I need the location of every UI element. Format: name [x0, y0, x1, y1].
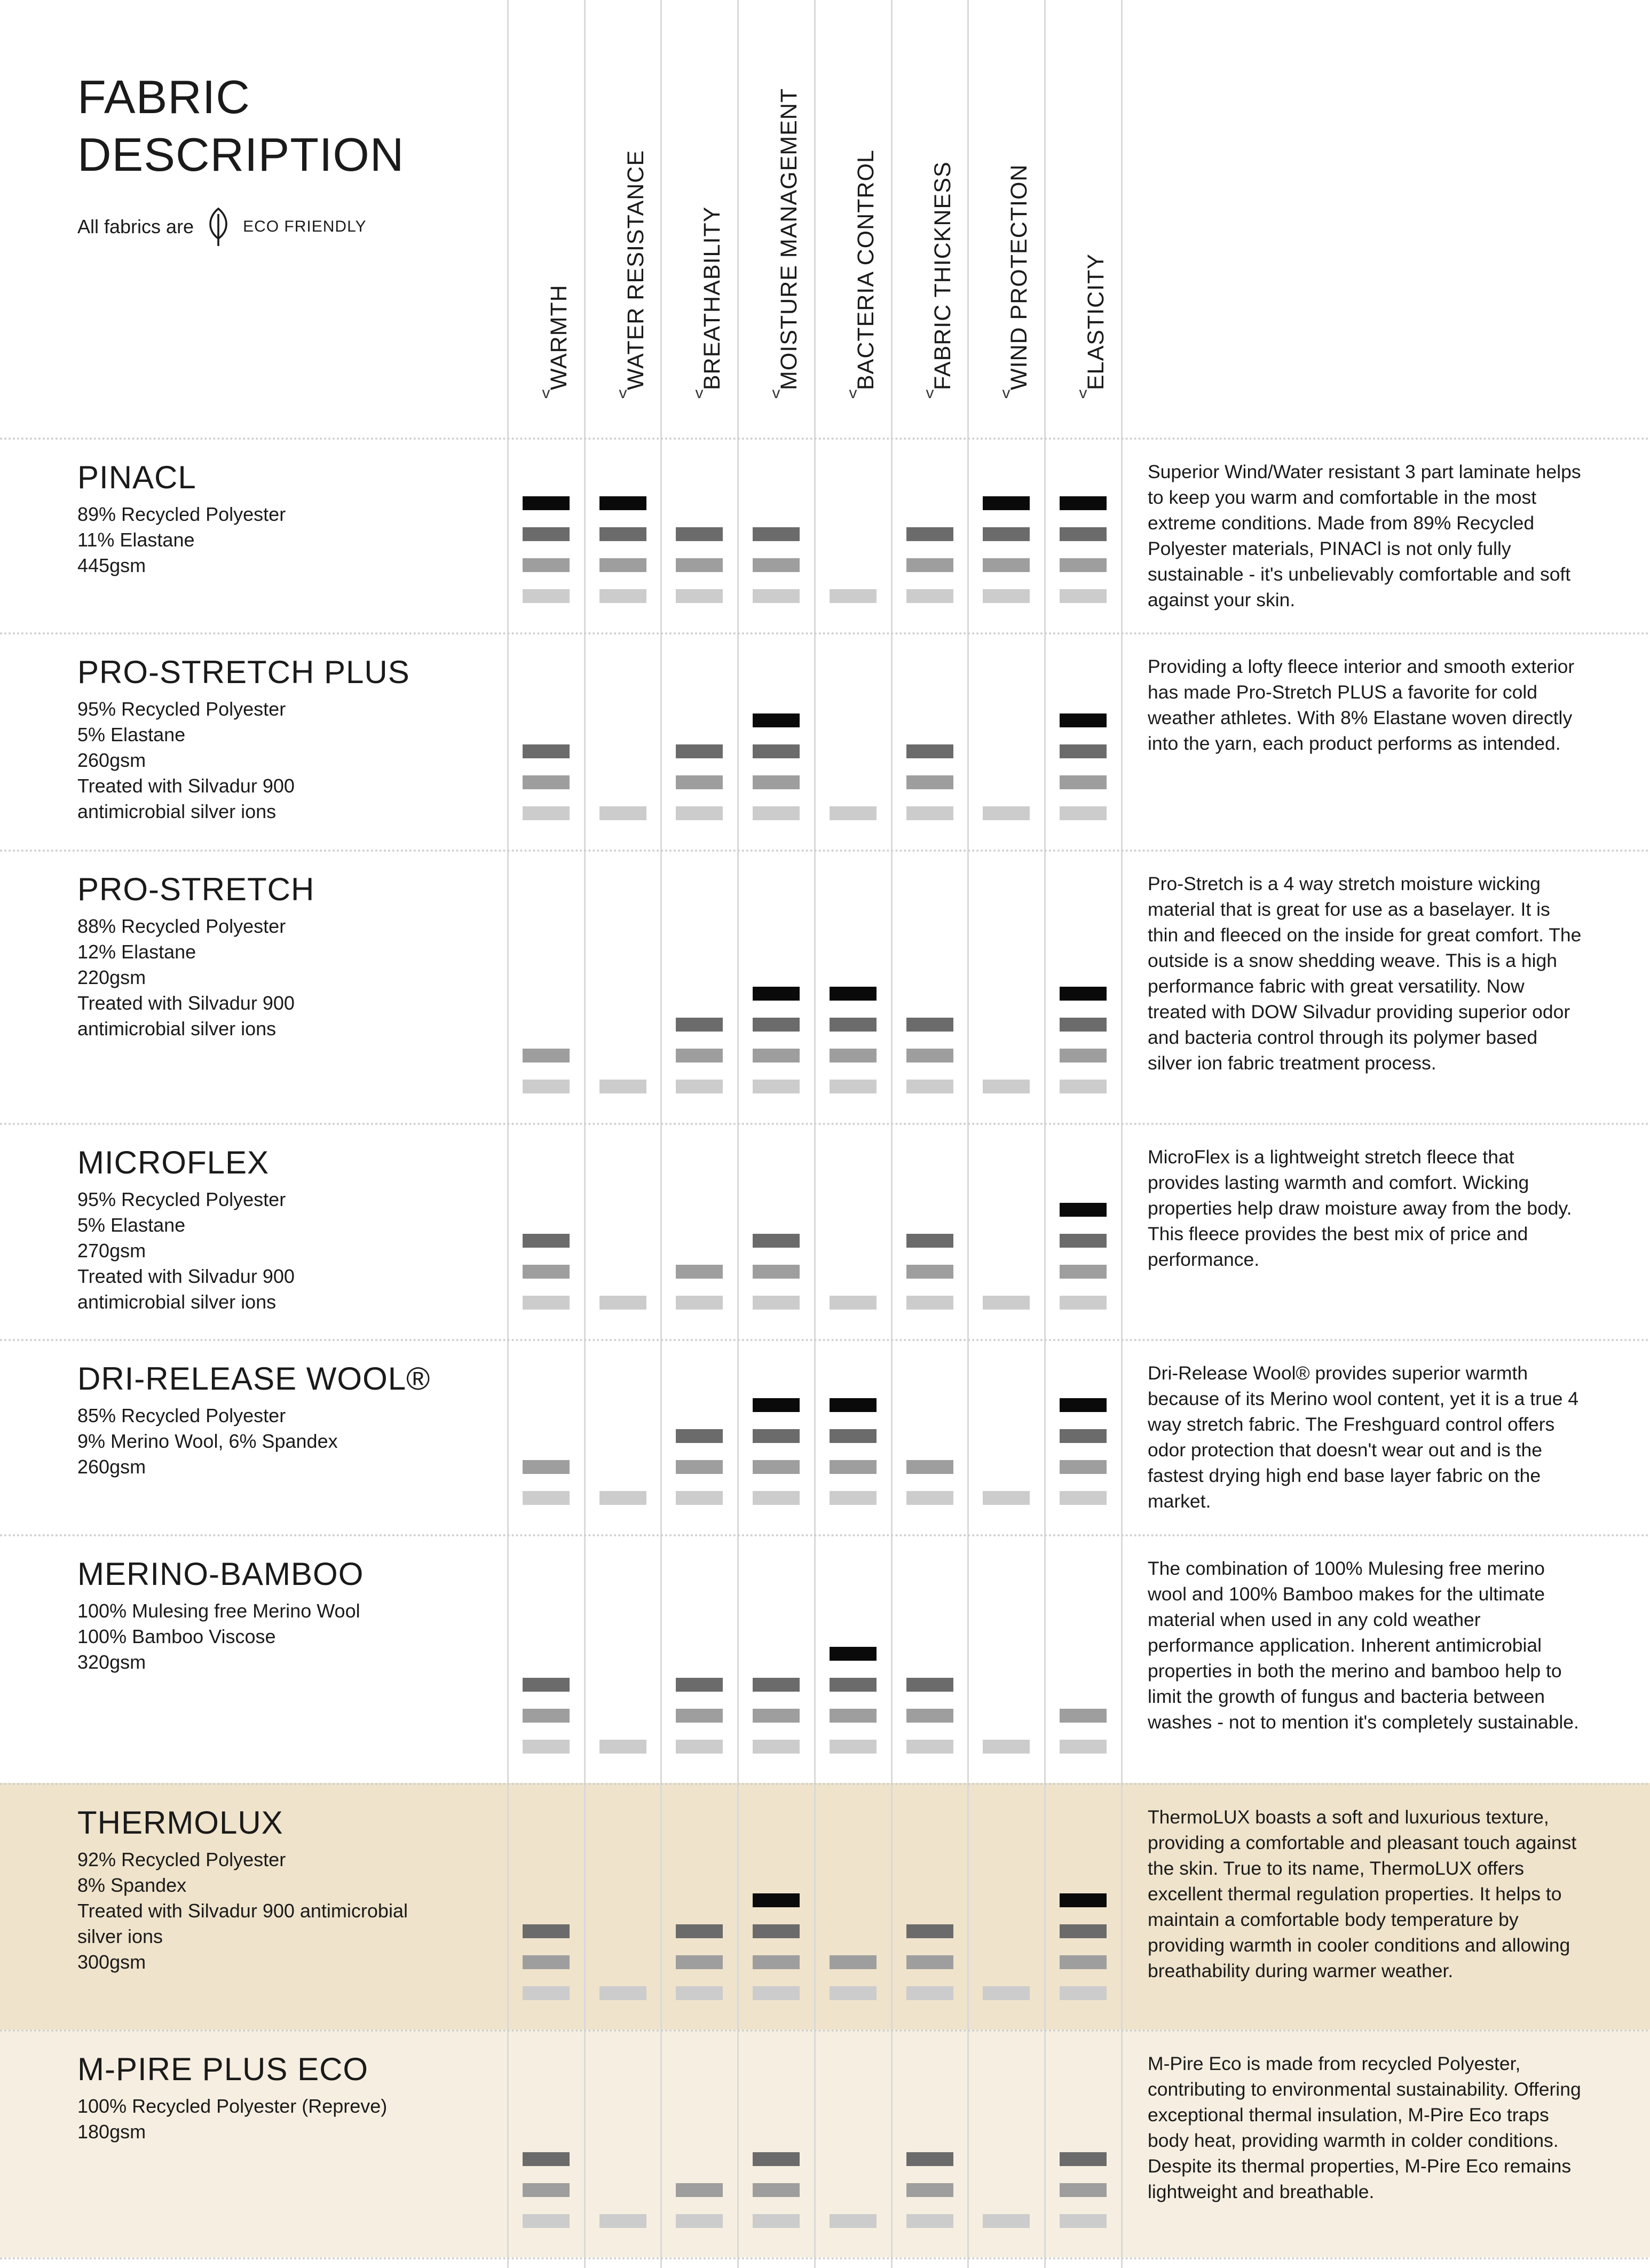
rating-bar — [753, 2214, 800, 2228]
rating-bar — [1060, 775, 1107, 789]
rating-bar — [753, 1234, 800, 1248]
rating-bar — [523, 1296, 570, 1310]
rating-bar — [1060, 1234, 1107, 1248]
rating-bar — [599, 1080, 646, 1093]
column-header[interactable] — [738, 32, 814, 416]
rating-bar — [753, 1049, 800, 1062]
rating-bar — [523, 1234, 570, 1248]
rating-bar — [599, 1740, 646, 1754]
rating-bar — [1060, 806, 1107, 820]
rating-bar — [676, 1740, 723, 1754]
rating-bar — [523, 1709, 570, 1723]
rating-bar — [523, 527, 570, 541]
fabric-description: Providing a lofty fleece interior and smooth exterior has made Pro-Stretch PLUS a favorite for cold weather athletes. With 8% Elastane woven directly into the yarn, each product performs as intended. — [1148, 656, 1575, 754]
rating-bar — [523, 1460, 570, 1474]
chevron-down-icon[interactable]: v — [772, 384, 780, 402]
rating-bar — [753, 1709, 800, 1723]
eco-friendly-note — [77, 203, 367, 251]
rating-bar — [676, 1678, 723, 1692]
rating-bar — [753, 2152, 800, 2166]
column-header[interactable] — [585, 32, 661, 416]
fabric-name: M-PIRE PLUS ECO — [77, 2051, 369, 2087]
rating-bar — [830, 1429, 877, 1443]
rating-bar — [753, 1296, 800, 1310]
rating-bar — [983, 1296, 1030, 1310]
rating-bar — [830, 806, 877, 820]
fabric-name: PRO-STRETCH — [77, 871, 315, 907]
row-divider — [0, 438, 1650, 440]
fabric-name: MICROFLEX — [77, 1145, 270, 1180]
rating-bar — [906, 2214, 953, 2228]
fabric-composition-line: 100% Recycled Polyester (Repreve) — [77, 2095, 388, 2117]
rating-bar — [906, 1080, 953, 1093]
rating-bar — [523, 2183, 570, 2197]
column-header-label: WATER RESISTANCE — [623, 149, 649, 390]
rating-bar — [676, 2183, 723, 2197]
fabric-composition-line: 88% Recycled Polyester — [77, 915, 286, 937]
rating-bar — [983, 1986, 1030, 2000]
fabric-description: M-Pire Eco is made from recycled Polyester, contributing to environmental sustainability. Offering exceptional thermal insulation, M-Pire Eco traps body heat, providing warmth in colder conditions. Despite its thermal properties, M-Pire Eco remains lightweight and breathable. — [1148, 2053, 1581, 2202]
eco-prefix: All fabrics are — [77, 216, 194, 237]
rating-bar — [1060, 1924, 1107, 1938]
fabric-composition — [77, 914, 488, 1042]
rating-bar — [676, 558, 723, 572]
chevron-down-icon[interactable]: v — [1079, 384, 1087, 402]
row-divider — [0, 1123, 1650, 1125]
rating-bar — [1060, 1986, 1107, 2000]
fabric-composition-line: Treated with Silvadur 900 antimicrobial — [77, 1900, 408, 1922]
rating-bar — [906, 1018, 953, 1032]
rating-bar — [906, 1986, 953, 2000]
rating-bar — [523, 2152, 570, 2166]
rating-bar — [906, 806, 953, 820]
fabric-name: THERMOLUX — [77, 1805, 283, 1841]
rating-bar — [676, 1080, 723, 1093]
column-header-label: WARMTH — [546, 284, 572, 390]
rating-bar — [830, 589, 877, 603]
chevron-down-icon[interactable]: v — [1002, 384, 1010, 402]
fabric-description: ThermoLUX boasts a soft and luxurious texture, providing a comfortable and pleasant touch against the skin. True to its name, ThermoLUX offers excellent thermal regulation properties. It helps to maintain a comfortable body temperature by providing warmth in cooler conditions and allowing breathability during warmer weather. — [1148, 1806, 1577, 1981]
fabric-composition — [77, 2093, 488, 2145]
rating-bar — [753, 1265, 800, 1279]
fabric-composition-line: 100% Bamboo Viscose — [77, 1625, 276, 1647]
rating-bar — [906, 1234, 953, 1248]
fabric-composition-line: antimicrobial silver ions — [77, 1018, 277, 1040]
rating-bar — [753, 1398, 800, 1412]
column-header-label: BREATHABILITY — [699, 206, 725, 390]
rating-bar — [830, 1647, 877, 1661]
fabric-name: PINACL — [77, 459, 196, 495]
row-divider — [0, 1783, 1650, 1785]
rating-bar — [1060, 2214, 1107, 2228]
fabric-composition-line: 5% Elastane — [77, 724, 186, 746]
fabric-composition-line: 260gsm — [77, 1456, 146, 1478]
rating-bar — [906, 1709, 953, 1723]
rating-bar — [1060, 2183, 1107, 2197]
rating-bar — [753, 1955, 800, 1969]
fabric-composition-line: Treated with Silvadur 900 — [77, 1265, 295, 1287]
rating-bar — [830, 1080, 877, 1093]
page-title-line2: DESCRIPTION — [77, 128, 405, 181]
rating-bar — [1060, 1740, 1107, 1754]
column-divider — [1121, 0, 1123, 2268]
rating-bar — [1060, 1398, 1107, 1412]
fabric-name: DRI-RELEASE WOOL® — [77, 1361, 431, 1397]
rating-bar — [676, 744, 723, 758]
fabric-composition-line: 85% Recycled Polyester — [77, 1405, 286, 1426]
rating-bar — [830, 1709, 877, 1723]
rating-bar — [753, 987, 800, 1001]
fabric-composition-line: 5% Elastane — [77, 1214, 186, 1236]
rating-bar — [1060, 1709, 1107, 1723]
fabric-composition-line: 320gsm — [77, 1651, 146, 1673]
rating-bar — [523, 1080, 570, 1093]
rating-bar — [676, 1986, 723, 2000]
column-header-label: ELASTICITY — [1083, 253, 1109, 390]
rating-bar — [753, 1429, 800, 1443]
fabric-description: Pro-Stretch is a 4 way stretch moisture wicking material that is great for use as a baselayer. It is thin and fleeced on the inside for great comfort. The outside is a snow shedding weave. This is a high performance fabric with great versatility. Now treated with DOW Silvadur providing superior odor and bacteria control through its polymer based silver ion fabric treatment process. — [1148, 873, 1582, 1074]
rating-bar — [599, 2214, 646, 2228]
row-divider — [0, 2257, 1650, 2259]
fabric-composition-line: antimicrobial silver ions — [77, 1291, 277, 1313]
rating-bar — [1060, 527, 1107, 541]
rating-bar — [906, 2183, 953, 2197]
fabric-composition-line: 180gsm — [77, 2121, 146, 2143]
rating-bar — [830, 1740, 877, 1754]
rating-bar — [599, 558, 646, 572]
rating-bar — [906, 1491, 953, 1505]
fabric-composition-line: 270gsm — [77, 1240, 146, 1262]
rating-bar — [523, 1986, 570, 2000]
rating-bar — [676, 775, 723, 789]
rating-bar — [906, 1924, 953, 1938]
fabric-composition-line: silver ions — [77, 1925, 163, 1947]
rating-bar — [676, 1018, 723, 1032]
rating-bar — [1060, 496, 1107, 510]
rating-bar — [753, 1986, 800, 2000]
fabric-description: The combination of 100% Mulesing free merino wool and 100% Bamboo makes for the ultimate material when used in any cold weather performance application. Inherent antimicrobial properties in both the merino and bamboo help to limit the growth of fungus and bacteria between washes - not to mention it's completely sustainable. — [1148, 1558, 1579, 1733]
rating-bar — [1060, 1460, 1107, 1474]
rating-bar — [676, 2214, 723, 2228]
fabric-composition-line: 9% Merino Wool, 6% Spandex — [77, 1430, 338, 1452]
rating-bar — [753, 1924, 800, 1938]
fabric-description: Superior Wind/Water resistant 3 part laminate helps to keep you warm and comfortable in the most extreme conditions. Made from 89% Recycled Polyester materials, PINACl is not only fully sustainable - it's unbelievably comfortable and soft against your skin. — [1148, 461, 1581, 610]
rating-bar — [830, 1018, 877, 1032]
column-header[interactable] — [1045, 32, 1121, 416]
fabric-composition-line: 220gsm — [77, 966, 146, 988]
rating-bar — [983, 527, 1030, 541]
rating-bar — [1060, 1296, 1107, 1310]
rating-bar — [523, 496, 570, 510]
rating-bar — [523, 1924, 570, 1938]
rating-bar — [906, 558, 953, 572]
rating-bar — [676, 1265, 723, 1279]
rating-bar — [753, 744, 800, 758]
column-header[interactable] — [892, 32, 968, 416]
rating-bar — [523, 1678, 570, 1692]
rating-bar — [1060, 1018, 1107, 1032]
rating-bar — [983, 1740, 1030, 1754]
fabric-composition — [77, 1847, 488, 1975]
rating-bar — [753, 1491, 800, 1505]
rating-bar — [523, 1740, 570, 1754]
rating-bar — [753, 527, 800, 541]
rating-bar — [983, 806, 1030, 820]
rating-bar — [523, 1265, 570, 1279]
rating-bar — [523, 775, 570, 789]
rating-bar — [676, 1491, 723, 1505]
rating-bar — [983, 1080, 1030, 1093]
column-header[interactable] — [815, 32, 891, 416]
rating-bar — [753, 1018, 800, 1032]
rating-bar — [906, 1265, 953, 1279]
rating-bar — [753, 1893, 800, 1907]
rating-bar — [523, 1955, 570, 1969]
rating-bar — [753, 2183, 800, 2197]
rating-bar — [906, 527, 953, 541]
rating-bar — [599, 1986, 646, 2000]
fabric-composition — [77, 1598, 488, 1675]
fabric-name: PRO-STRETCH PLUS — [77, 654, 410, 690]
rating-bar — [906, 744, 953, 758]
rating-bar — [906, 1955, 953, 1969]
rating-bar — [1060, 1049, 1107, 1062]
fabric-composition-line: 95% Recycled Polyester — [77, 1188, 286, 1210]
rating-bar — [983, 589, 1030, 603]
rating-bar — [983, 496, 1030, 510]
fabric-composition — [77, 1403, 488, 1480]
fabric-composition-line: 11% Elastane — [77, 529, 195, 551]
rating-bar — [906, 2152, 953, 2166]
rating-bar — [830, 1049, 877, 1062]
rating-bar — [599, 589, 646, 603]
rating-bar — [599, 527, 646, 541]
rating-bar — [676, 1049, 723, 1062]
chevron-down-icon[interactable]: v — [926, 384, 934, 402]
rating-bar — [523, 1049, 570, 1062]
rating-bar — [676, 589, 723, 603]
fabric-composition — [77, 1187, 488, 1315]
rating-bar — [523, 806, 570, 820]
rating-bar — [830, 2214, 877, 2228]
fabric-composition-line: 92% Recycled Polyester — [77, 1849, 286, 1870]
fabric-composition-line: 89% Recycled Polyester — [77, 503, 286, 525]
rating-bar — [599, 1296, 646, 1310]
rating-bar — [1060, 987, 1107, 1001]
rating-bar — [753, 1740, 800, 1754]
rating-bar — [906, 775, 953, 789]
rating-bar — [983, 1491, 1030, 1505]
column-header[interactable] — [968, 32, 1044, 416]
rating-bar — [676, 1924, 723, 1938]
rating-bar — [830, 1986, 877, 2000]
fabric-name: MERINO-BAMBOO — [77, 1556, 364, 1592]
rating-bar — [906, 1460, 953, 1474]
rating-bar — [1060, 1203, 1107, 1217]
rating-bar — [1060, 744, 1107, 758]
rating-bar — [1060, 2152, 1107, 2166]
rating-bar — [523, 744, 570, 758]
row-divider — [0, 1339, 1650, 1341]
fabric-composition-line: Treated with Silvadur 900 — [77, 775, 295, 797]
rating-bar — [906, 1740, 953, 1754]
rating-bar — [599, 806, 646, 820]
rating-bar — [830, 987, 877, 1001]
rating-bar — [1060, 1080, 1107, 1093]
rating-bar — [753, 1460, 800, 1474]
rating-bar — [1060, 1429, 1107, 1443]
chevron-down-icon[interactable]: v — [619, 384, 627, 402]
fabric-composition-line: 445gsm — [77, 554, 146, 576]
rating-bar — [1060, 1955, 1107, 1969]
rating-bar — [676, 1296, 723, 1310]
leaf-icon — [203, 205, 233, 248]
rating-bar — [676, 1460, 723, 1474]
row-divider — [0, 2029, 1650, 2032]
rating-bar — [983, 558, 1030, 572]
rating-bar — [676, 1709, 723, 1723]
fabric-composition-line: 260gsm — [77, 749, 146, 771]
fabric-composition-line: 100% Mulesing free Merino Wool — [77, 1600, 360, 1622]
rating-bar — [599, 1491, 646, 1505]
fabric-composition-line: antimicrobial silver ions — [77, 800, 277, 822]
column-header-label: WIND PROTECTION — [1006, 164, 1032, 390]
rating-bar — [1060, 1491, 1107, 1505]
chevron-down-icon[interactable]: v — [542, 384, 550, 402]
fabric-composition — [77, 696, 488, 824]
rating-bar — [906, 589, 953, 603]
rating-bar — [830, 1296, 877, 1310]
column-header-label: BACTERIA CONTROL — [853, 149, 879, 390]
column-header-label: FABRIC THICKNESS — [930, 161, 956, 390]
eco-label: ECO FRIENDLY — [243, 218, 367, 235]
rating-bar — [753, 558, 800, 572]
page-title-line1: FABRIC — [77, 70, 250, 123]
chevron-down-icon[interactable]: v — [695, 384, 704, 402]
rating-bar — [523, 589, 570, 603]
fabric-description: Dri-Release Wool® provides superior warmth because of its Merino wool content, yet it is a true 4 way stretch fabric. The Freshguard control offers odor protection that doesn't wear out and is the fastest drying high end base layer fabric on the market. — [1148, 1362, 1579, 1512]
rating-bar — [830, 1491, 877, 1505]
rating-bar — [676, 806, 723, 820]
rating-bar — [753, 1080, 800, 1093]
rating-bar — [1060, 558, 1107, 572]
rating-bar — [906, 1678, 953, 1692]
column-header[interactable] — [661, 32, 737, 416]
rating-bar — [599, 496, 646, 510]
column-header[interactable] — [508, 32, 584, 416]
rating-bar — [753, 589, 800, 603]
rating-bar — [1060, 1265, 1107, 1279]
fabric-composition — [77, 502, 488, 578]
rating-bar — [1060, 1893, 1107, 1907]
rating-bar — [830, 1398, 877, 1412]
rating-bar — [753, 806, 800, 820]
page-title — [77, 68, 404, 184]
chevron-down-icon[interactable]: v — [849, 384, 857, 402]
rating-bar — [983, 2214, 1030, 2228]
rating-bar — [753, 713, 800, 727]
rating-bar — [523, 1491, 570, 1505]
rating-bar — [523, 558, 570, 572]
rating-bar — [830, 1955, 877, 1969]
fabric-composition-line: 95% Recycled Polyester — [77, 698, 286, 720]
fabric-composition-line: 12% Elastane — [77, 941, 196, 963]
row-divider — [0, 1534, 1650, 1536]
row-divider — [0, 850, 1650, 852]
fabric-description: MicroFlex is a lightweight stretch fleece that provides lasting warmth and comfort. Wicking properties help draw moisture away from the body. This fleece provides the best mix of price and performance. — [1148, 1146, 1572, 1270]
fabric-composition-line: Treated with Silvadur 900 — [77, 992, 295, 1014]
rating-bar — [676, 1429, 723, 1443]
rating-bar — [1060, 713, 1107, 727]
rating-bar — [753, 775, 800, 789]
rating-bar — [753, 1678, 800, 1692]
rating-bar — [830, 1678, 877, 1692]
rating-bar — [906, 1296, 953, 1310]
rating-bar — [523, 2214, 570, 2228]
column-header-label: MOISTURE MANAGEMENT — [776, 88, 802, 390]
fabric-composition-line: 8% Spandex — [77, 1874, 187, 1896]
rating-bar — [1060, 589, 1107, 603]
rating-bar — [906, 1049, 953, 1062]
row-divider — [0, 632, 1650, 635]
rating-bar — [830, 1460, 877, 1474]
rating-bar — [676, 1955, 723, 1969]
fabric-composition-line: 300gsm — [77, 1951, 146, 1973]
rating-bar — [676, 527, 723, 541]
